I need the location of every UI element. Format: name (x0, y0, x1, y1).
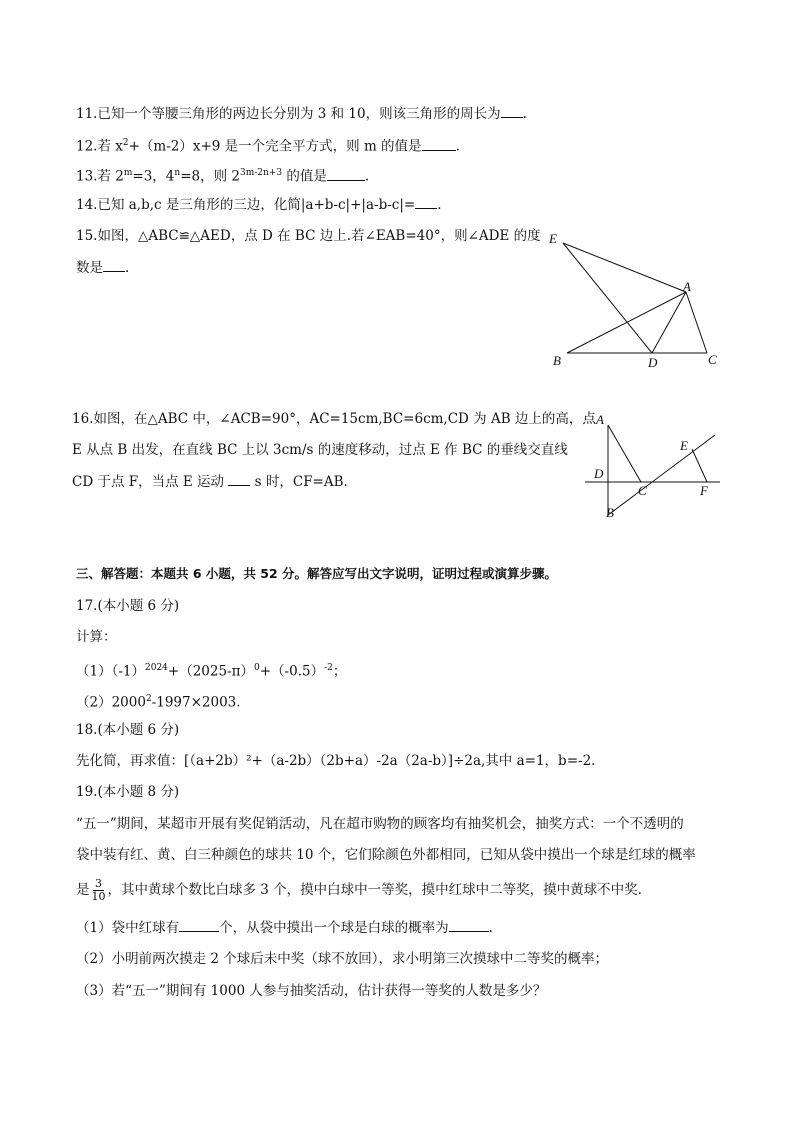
answer-blank (501, 104, 523, 118)
answer-blank (415, 195, 437, 209)
question-19-line3: 是 $\frac{3}{10}$ ，其中黄球个数比白球多 3 个，摸中白球中一等奖，摸中红球中二等奖，摸中黄球不中奖. (76, 877, 642, 903)
segment-AC (686, 292, 707, 353)
segment-ED (563, 243, 652, 353)
answer-blank (228, 472, 250, 486)
question-16-line2: E 从点 B 出发，在直线 BC 上以 3cm/s 的速度移动，过点 E 作 BC 的垂线交直线 (72, 442, 568, 458)
label-B: B (606, 505, 614, 520)
answer-blank (103, 258, 125, 272)
question-19-line1: “五一”期间，某超市开展有奖促销活动，凡在超市购物的顾客均有抽奖机会，抽奖方式：一个不透明的 (76, 816, 684, 832)
label-C: C (638, 483, 647, 498)
question-19-line2: 袋中装有红、黄、白三种颜色的球共 10 个，它们除颜色外都相同，已知从袋中摸出一个球是红球的概率 (76, 847, 696, 863)
segment-AC (608, 425, 641, 482)
segment-BA (567, 292, 686, 353)
fraction-3-10: $\frac{3}{10}$ (91, 877, 106, 903)
question-13: 13.若 $2^m=3$，$4^n=8$，则 $2^{3m-2n+3}$ 的值是 . (76, 168, 370, 185)
question-19-part3: （3）若“五一”期间有 1000 人参与抽奖活动，估计获得一等奖的人数是多少？ (76, 983, 547, 999)
label-A: A (683, 279, 691, 294)
segment-EF (692, 449, 707, 482)
question-19-part2: （2）小明前两次摸走 2 个球后未中奖（球不放回），求小明第三次摸球中二等奖的概率； (76, 951, 609, 967)
answer-blank (422, 137, 456, 151)
question-16-line1: 16.如图，在△ABC 中，∠ACB=90°，AC=15cm,BC=6cm,CD 为 AB 边上的高，点 (72, 411, 596, 427)
question-19-part1: （1）袋中红球有 个，从袋中摸出一个球是白球的概率为 . (76, 920, 493, 936)
question-14: 14.已知 a,b,c 是三角形的三边，化简|a+b-c|+|a-b-c|= . (76, 197, 442, 213)
question-12: 12.若 $x^2+(m-2)x+9$ 是一个完全平方式，则 m 的值是 . (76, 138, 460, 155)
question-16-line3: CD 于点 F，当点 E 运动 s 时，CF=AB. (72, 474, 348, 490)
label-E: E (549, 231, 557, 246)
question-18-title: 18.(本小题 6 分) (76, 722, 180, 738)
answer-blank (327, 167, 365, 181)
answer-blank (179, 918, 219, 932)
label-E: E (680, 438, 688, 453)
label-D: D (648, 355, 658, 370)
segment-EA (563, 243, 686, 292)
label-D: D (594, 466, 604, 481)
question-17-title: 17.(本小题 6 分) (76, 598, 180, 614)
question-15-line1: 15.如图，△ABC≌△AED，点 D 在 BC 边上.若∠EAB=40°，则∠ADE 的度 (76, 228, 541, 244)
line-CD (608, 435, 715, 515)
question-17-intro: 计算： (76, 629, 117, 645)
section-3-heading: 三、解答题：本题共 6 小题，共 52 分。解答应写出文字说明，证明过程或演算步骤。 (76, 566, 558, 581)
label-F: F (700, 483, 708, 498)
figure-16-triangle (580, 405, 730, 525)
figure-15-triangles (540, 225, 740, 375)
question-17-part1: $(1)(-1)^{2024}+(2025-\pi)^0+(-0.5)^{-2}$； (76, 663, 347, 680)
answer-blank (449, 918, 489, 932)
question-11: 11.已知一个等腰三角形的两边长分别为 3 和 10，则该三角形的周长为 . (76, 106, 527, 122)
label-A: A (596, 412, 604, 427)
label-B: B (553, 353, 561, 368)
question-15-line2: 数是 . (76, 260, 130, 276)
question-18-text: 先化简，再求值：[（a+2b）²+（a-2b）（2b+a）-2a（2a-b）]÷2a,其中 a=1，b=-2. (76, 753, 596, 769)
label-C: C (708, 352, 717, 367)
question-19-title: 19.(本小题 8 分) (76, 784, 180, 800)
question-17-part2: $(2)2000^2-1997\times 2003$. (76, 694, 241, 711)
